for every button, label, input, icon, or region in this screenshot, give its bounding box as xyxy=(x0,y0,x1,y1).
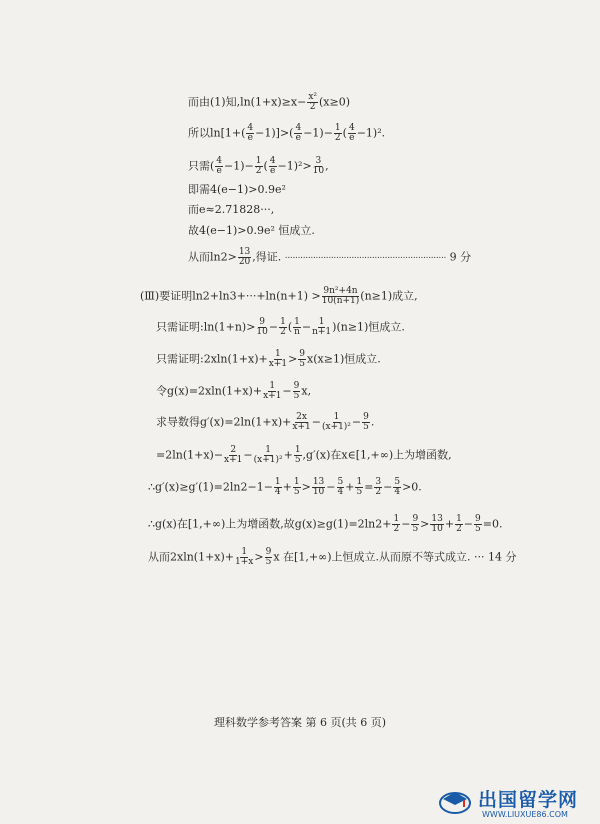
solution-line-1 xyxy=(188,93,350,112)
score-label: ··· 14 分 xyxy=(473,550,517,564)
solution-line-15: ∴g(x)在[1,+∞)上为增函数,故g(x)≥g(1)=2ln2+ $\frac{1}{2}$ − $\frac{9}{5}$ > $\frac{13}{10}$ + $\frac{1}{2}$ − $\frac{9}{5}$ =0. xyxy=(148,514,503,534)
solution-line-6: 故4(e−1)>0.9e² 恒成立. xyxy=(188,224,315,237)
cap-icon xyxy=(438,787,472,815)
solution-line-3: 只需( $\frac{4}{e}$ −1)− $\frac{1}{2}$ ( $\frac{4}{e}$ −1)²> $\frac{3}{10}$ , xyxy=(188,156,329,176)
fraction: $\frac{\text{x²}}{2}$ xyxy=(308,92,318,112)
text: 而由(1)知,ln(1+x)≥x− xyxy=(188,95,307,109)
solution-line-11: 令g(x)=2xln(1+x)+ $\frac{1}{x+1}$ − $\frac{9}{5}$ x, xyxy=(156,381,312,401)
leader-dots: ······························································· xyxy=(284,253,447,264)
solution-line-16: 从而2xln(1+x)+ $\frac{1}{1+x}$ > $\frac{9}{5}$ x 在[1,+∞)上恒成立.从而原不等式成立. ··· 14 分 xyxy=(148,547,517,567)
solution-line-4: 即需4(e−1)>0.9e² xyxy=(188,183,286,196)
solution-line-14: ∴g′(x)≥g′(1)=2ln2−1− $\frac{1}{4}$ + $\frac{1}{5}$ > $\frac{13}{10}$ − $\frac{5}{4}$ + $\frac{1}{5}$ = $\frac{3}{2}$ − $\frac{5}{4}$ >0. xyxy=(148,477,422,497)
score-label: 9 分 xyxy=(449,250,472,264)
solution-line-2: 所以ln[1+( $\frac{4}{e}$ −1)]>( $\frac{4}{e}$ −1)− $\frac{1}{2}$ ( $\frac{4}{e}$ −1)². xyxy=(188,123,386,143)
page-footer: 理科数学参考答案 第 6 页(共 6 页) xyxy=(213,716,387,729)
text: (x≥0) xyxy=(319,95,351,109)
solution-line-7: 从而ln2> $\frac{13}{20}$ ,得证. ······························································· 9 分 xyxy=(188,247,472,267)
solution-line-13: =2ln(1+x)− $\frac{2}{x+1}$ − $\frac{1}{\text{(x+1)²}}$ + $\frac{1}{5}$ ,g′(x)在x∈[1,+∞)上为增函数, xyxy=(156,445,452,465)
solution-line-10: 只需证明:2xln(1+x)+ $\frac{1}{x+1}$ > $\frac{9}{5}$ x(x≥1)恒成立. xyxy=(156,349,381,369)
logo-text: 出国留学网 xyxy=(478,789,579,811)
solution-line-12: 求导数得g′(x)=2ln(1+x)+ $\frac{2x}{x+1}$ − $\frac{1}{\text{(x+1)²}}$ − $\frac{9}{5}$ . xyxy=(156,412,375,432)
solution-line-5: 而e≈2.71828···, xyxy=(188,203,275,216)
logo-url: WWW.LIUXUE86.COM xyxy=(482,810,568,819)
solution-line-9: 只需证明:ln(1+n)> $\frac{9}{10}$ − $\frac{1}{2}$ ( $\frac{1}{n}$ − $\frac{1}{n+1}$ )(n≥1)恒成立. xyxy=(156,317,405,337)
part-3-heading: (Ⅲ)要证明ln2+ln3+···+ln(n+1) > $\frac{\text{9n²+4n}}{10(n+1)}$ (n≥1)成立, xyxy=(140,286,418,306)
watermark-logo xyxy=(438,785,598,821)
